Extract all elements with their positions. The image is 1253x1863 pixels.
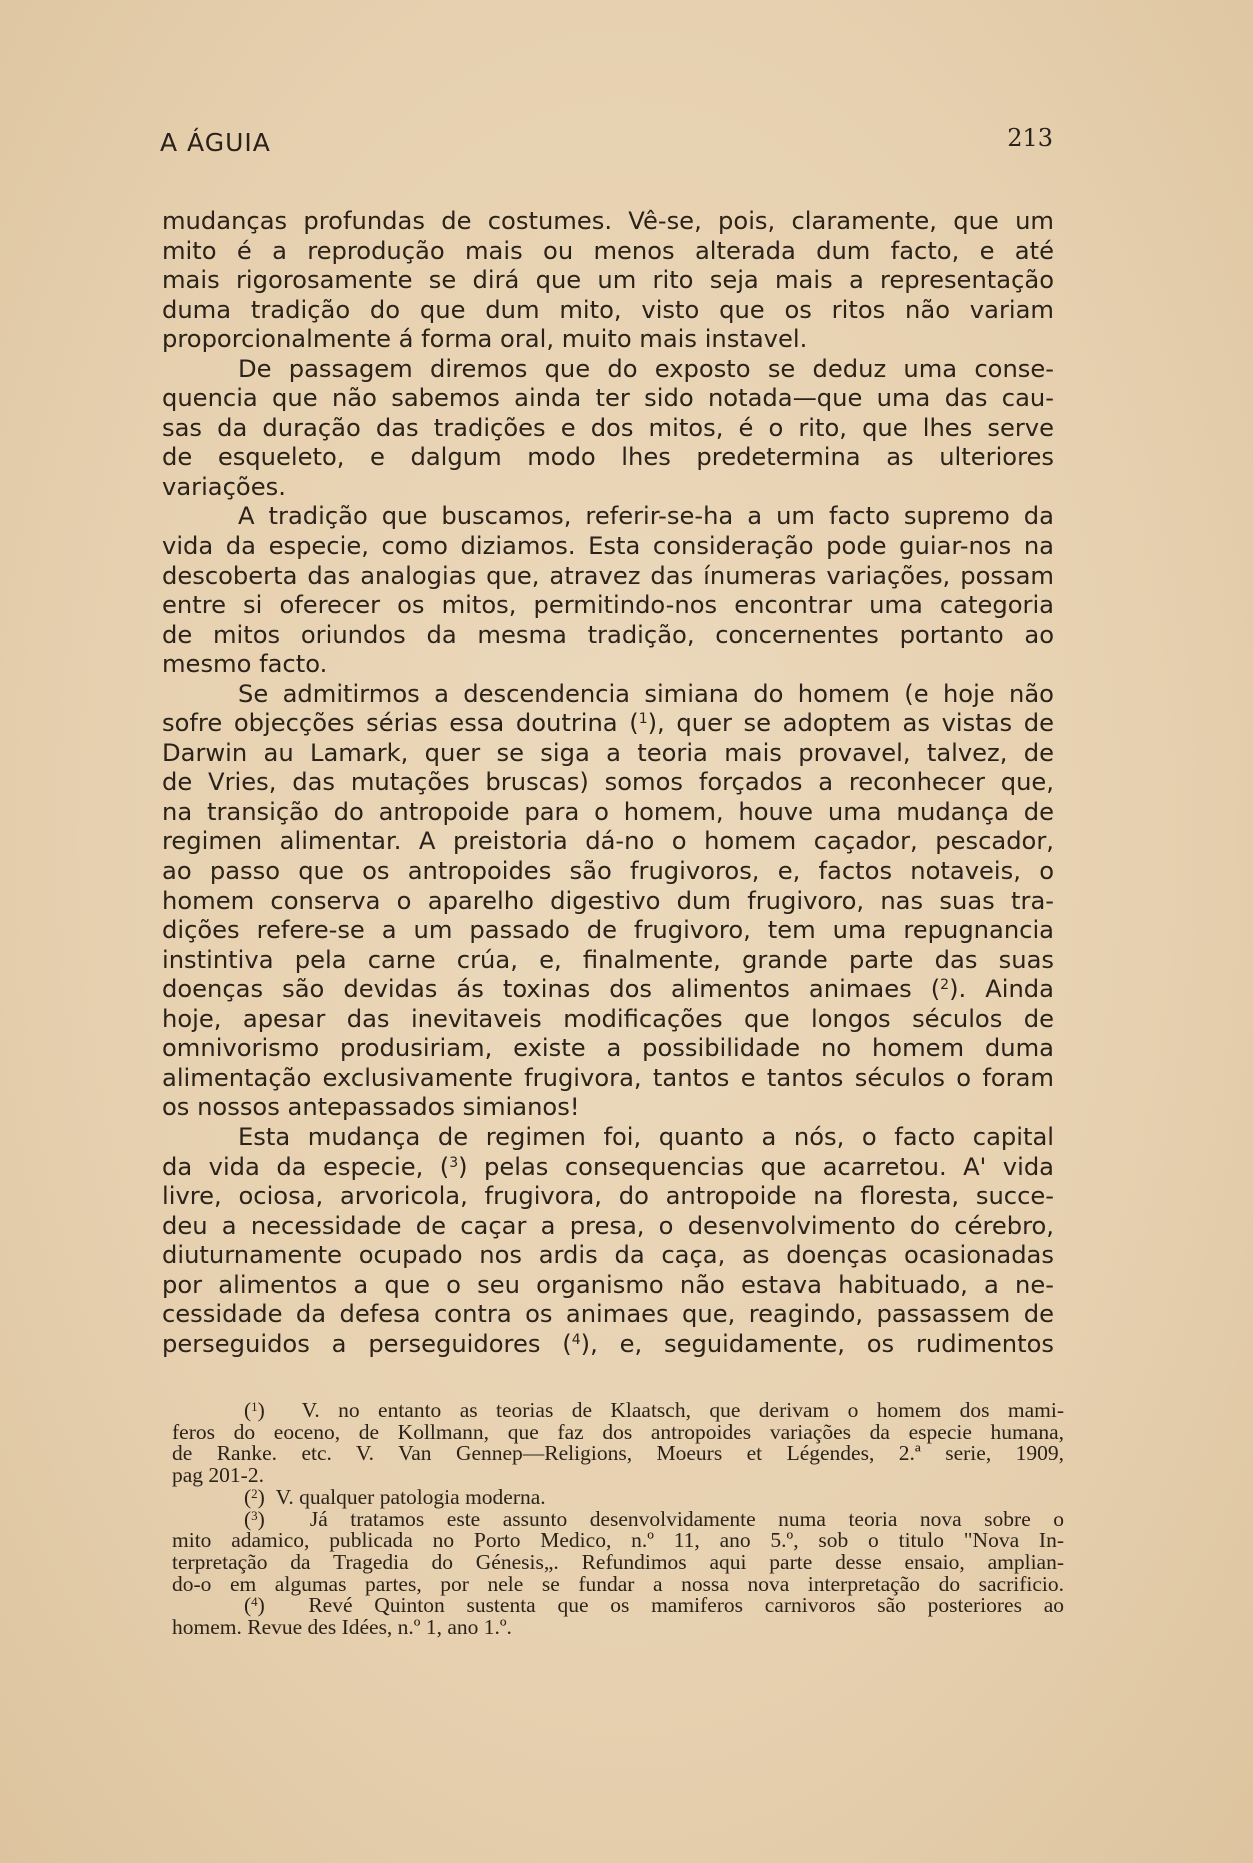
footnote-mark: ($^4$): [244, 1593, 265, 1618]
text-line: por alimentos a que o seu organismo não estava habituado, a ne-: [162, 1270, 1054, 1299]
footnote-reference-3: 3: [449, 1154, 459, 1171]
text-line: alimentação exclusivamente frugivora, tantos e tantos séculos o foram: [162, 1063, 1054, 1092]
footnote-mark: ($^1$): [244, 1398, 265, 1422]
text-line: duma tradição do que dum mito, visto que os ritos não variam: [162, 295, 1054, 324]
text-line: mudanças profundas de costumes. Vê-se, pois, claramente, que um: [162, 207, 1054, 235]
footnote-line: feros do eoceno, de Kollmann, que faz dos antropoides variações da especie humana,: [172, 1419, 1064, 1444]
footnote-line: mito adamico, publicada no Porto Medico, n.º 11, ano 5.º, sob o titulo "Nova In-: [172, 1528, 1064, 1553]
text-line: de esqueleto, e dalgum modo lhes predetermina as ulteriores: [162, 443, 1054, 472]
footnote-text: Já tratamos este assunto desenvolvidamente numa teoria nova sobre o: [309, 1506, 1064, 1531]
footnote-reference-1: 1: [638, 711, 648, 728]
text-segment: da vida da especie, (: [162, 1152, 450, 1181]
text-line: entre si oferecer os mitos, permitindo-nos encontrar uma categoria: [162, 591, 1054, 620]
text-line: mais rigorosamente se dirá que um rito seja mais a representação: [162, 266, 1054, 295]
text-line: deu a necessidade de caçar a presa, o desenvolvimento do cérebro,: [162, 1211, 1054, 1240]
footnote-line: [172, 1400, 1064, 1422]
text-line: mito é a reprodução mais ou menos alterada dum facto, e até: [162, 236, 1054, 265]
text-line: [162, 975, 1054, 1005]
footnote-mark: ($^2$): [244, 1484, 265, 1509]
footnote-line: [172, 1595, 1064, 1617]
text-line: proporcionalmente á forma oral, muito mais instavel.: [162, 325, 808, 354]
text-line: cessidade da defesa contra os animaes que, reagindo, passassem de: [162, 1300, 1054, 1329]
body-text: [162, 207, 1054, 1359]
text-line: hoje, apesar das inevitaveis modificações que longos séculos de: [162, 1004, 1054, 1033]
text-line: [162, 709, 1054, 739]
text-line: variações.: [162, 472, 286, 501]
text-line: omnivorismo produsiriam, existe a possibilidade no homem duma: [162, 1034, 1054, 1063]
footnote-reference-4: 4: [571, 1331, 581, 1348]
text-line: diuturnamente ocupado nos ardis da caça, as doenças ocasionadas: [162, 1241, 1054, 1270]
text-segment: ), quer se adoptem as vistas de: [647, 709, 1054, 738]
text-segment: ). Ainda: [949, 975, 1054, 1004]
text-line: de Vries, das mutações bruscas) somos forçados a reconhecer que,: [162, 768, 1054, 797]
text-line: Se admitirmos a descendencia simiana do homem (e hoje não: [238, 679, 1054, 708]
text-line: descoberta das analogias que, atravez das ínumeras variações, possam: [162, 561, 1054, 590]
footnotes: [172, 1400, 1064, 1639]
text-line: De passagem diremos que do exposto se deduz uma conse-: [238, 354, 1054, 383]
footnote-line: homem. Revue des Idées, n.º 1, ano 1.º.: [172, 1615, 512, 1640]
text-line: Darwin au Lamark, quer se siga a teoria mais provavel, talvez, de: [162, 738, 1054, 767]
footnote-line: do-o em algumas partes, por nele se fundar a nossa nova interpretação do sacrificio.: [172, 1571, 1064, 1596]
footnote-4: [172, 1595, 1064, 1638]
footnote-mark: ($^3$): [244, 1506, 265, 1531]
text-segment: ) pelas consequencias que acarretou. A' vida: [458, 1152, 1055, 1181]
text-line: [162, 1153, 1054, 1183]
footnote-text: V. qualquer patologia moderna.: [275, 1484, 546, 1509]
text-segment: perseguidos a perseguidores (: [162, 1329, 572, 1358]
footnote-line: [172, 1506, 1064, 1531]
text-line: de mitos oriundos da mesma tradição, concernentes portanto ao: [162, 620, 1054, 649]
text-line: livre, ociosa, arvoricola, frugivora, do antropoide na floresta, succe-: [162, 1182, 1054, 1211]
text-line: A tradição que buscamos, referir-se-ha a um facto supremo da: [238, 502, 1054, 531]
page-number: 213: [1007, 124, 1053, 152]
footnote-1: [172, 1400, 1064, 1487]
footnote-line: de Ranke. etc. V. Van Gennep—Religions, Moeurs et Légendes, 2.ª serie, 1909,: [172, 1441, 1064, 1466]
footnote-line: [172, 1484, 1064, 1509]
text-line: homem conserva o aparelho digestivo dum frugivoro, nas suas tra-: [162, 886, 1054, 915]
footnote-text: V. no entanto as teorias de Klaatsch, que derivam o homem dos mami-: [301, 1398, 1065, 1422]
text-line: na transição do antropoide para o homem, houve uma mudança de: [162, 797, 1054, 826]
footnote-3: [172, 1506, 1064, 1596]
text-line: [162, 1330, 1054, 1360]
running-title: A ÁGUIA: [160, 128, 271, 157]
footnote-line: pag 201-2.: [172, 1463, 264, 1488]
footnote-text: Revé Quinton sustenta que os mamiferos carnivoros são posteriores ao: [308, 1593, 1065, 1618]
text-segment: ), e, seguidamente, os rudimentos: [580, 1329, 1054, 1358]
running-head: [160, 124, 1053, 168]
text-segment: sofre objecções sérias essa doutrina (: [162, 709, 639, 738]
text-line: regimen alimentar. A preistoria dá-no o homem caçador, pescador,: [162, 827, 1054, 856]
text-line: os nossos antepassados simianos!: [162, 1093, 580, 1122]
footnote-line: terpretação da Tragedia do Génesis„. Refundimos aqui parte desse ensaio, amplian-: [172, 1549, 1064, 1574]
text-line: dições refere-se a um passado de frugivoro, tem uma repugnancia: [162, 916, 1054, 945]
text-line: sas da duração das tradições e dos mitos, é o rito, que lhes serve: [162, 413, 1054, 442]
text-segment: doenças são devidas ás toxinas dos alimentos animaes (: [162, 975, 941, 1004]
text-line: instintiva pela carne crúa, e, finalmente, grande parte das suas: [162, 945, 1054, 974]
text-line: quencia que não sabemos ainda ter sido notada—que uma das cau-: [162, 384, 1054, 413]
text-line: vida da especie, como diziamos. Esta consideração pode guiar-nos na: [162, 532, 1054, 561]
footnote-2: [172, 1484, 1064, 1509]
text-line: mesmo facto.: [162, 650, 328, 679]
footnote-reference-2: 2: [940, 977, 950, 994]
text-line: ao passo que os antropoides são frugivoros, e, factos notaveis, o: [162, 857, 1054, 886]
text-line: Esta mudança de regimen foi, quanto a nós, o facto capital: [238, 1122, 1054, 1151]
